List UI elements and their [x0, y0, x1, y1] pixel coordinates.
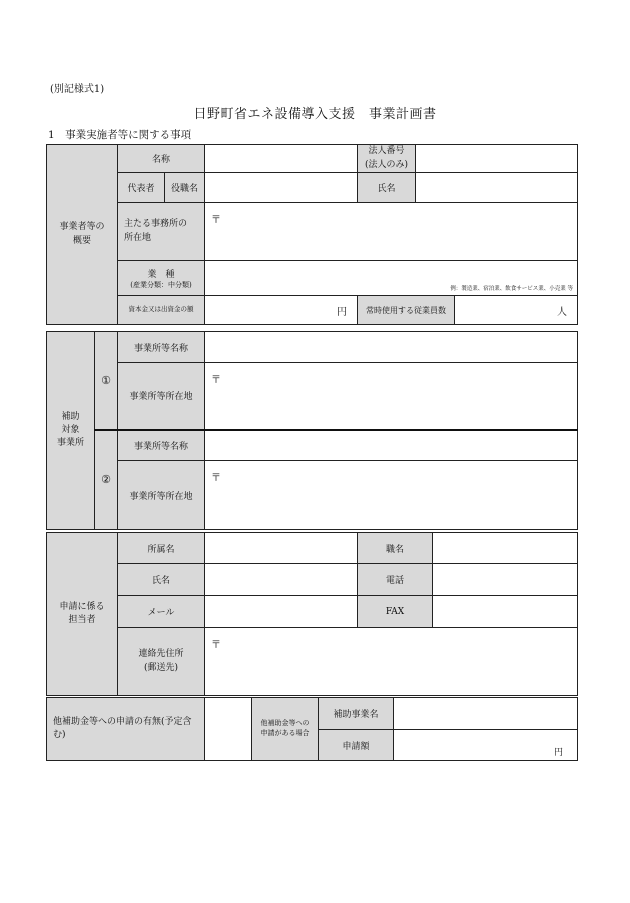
site-2-address-field[interactable] — [205, 461, 578, 530]
site-2-name-field[interactable] — [205, 430, 578, 461]
capital-field[interactable] — [205, 296, 358, 325]
site-2-name-label: 事業所等名称 — [118, 430, 205, 461]
employees-unit: 人 — [557, 306, 568, 318]
job-title-field[interactable] — [433, 533, 578, 564]
department-field[interactable] — [205, 533, 358, 564]
person-name-field[interactable] — [416, 173, 578, 203]
employees-field[interactable] — [455, 296, 578, 325]
site-1-index: ① — [95, 332, 118, 430]
subsidy-sites-table — [46, 331, 578, 530]
person-name-label: 氏名 — [358, 173, 416, 203]
other-subsidy-condition-label: 他補助金等への 申請がある場合 — [252, 698, 319, 761]
postal-mark: 〒 — [211, 640, 221, 651]
mailing-address-label: 連絡先住所 (郵送先) — [118, 628, 205, 696]
amount-unit: 円 — [553, 748, 563, 758]
email-field[interactable] — [205, 596, 358, 628]
corporate-number-label: 法人番号 (法人のみ) — [358, 145, 416, 173]
section-heading: 1 事業実施者等に関する事項 — [48, 129, 192, 141]
fax-label: FAX — [358, 596, 433, 628]
position-label: 役職名 — [165, 173, 205, 203]
industry-label: 業 種 — [147, 269, 175, 280]
site-1-address-field[interactable] — [205, 363, 578, 430]
contact-name-field[interactable] — [205, 564, 358, 596]
contact-person-group-label: 申請に係る 担当者 — [47, 533, 118, 696]
name-label: 名称 — [118, 145, 205, 173]
industry-sub-label: (産業分類：中分類) — [130, 280, 192, 289]
postal-mark: 〒 — [211, 375, 221, 386]
corporate-number-field[interactable] — [416, 145, 578, 173]
job-title-label: 職名 — [358, 533, 433, 564]
capital-unit: 円 — [337, 306, 348, 318]
capital-label: 資本金又は出資金の額 — [118, 296, 205, 325]
contact-person-table — [46, 532, 578, 696]
position-field[interactable] — [205, 173, 358, 203]
other-subsidies-table — [46, 697, 578, 761]
site-1-address-label: 事業所等所在地 — [118, 363, 205, 430]
business-overview-group-label: 事業者等の 概要 — [47, 145, 118, 325]
industry-label-cell — [118, 261, 205, 296]
office-address-label: 主たる事務所の 所在地 — [118, 203, 205, 261]
industry-example: 例：製造業、宿泊業、飲食サービス業、小売業 等 — [450, 286, 574, 292]
fax-field[interactable] — [433, 596, 578, 628]
business-overview-table — [46, 144, 578, 325]
phone-label: 電話 — [358, 564, 433, 596]
form-label: (別記様式1) — [50, 84, 105, 95]
department-label: 所属名 — [118, 533, 205, 564]
mailing-address-field[interactable] — [205, 628, 578, 696]
site-2-address-label: 事業所等所在地 — [118, 461, 205, 530]
representative-label: 代表者 — [118, 173, 165, 203]
site-1-name-field[interactable] — [205, 332, 578, 363]
site-1-name-label: 事業所等名称 — [118, 332, 205, 363]
subsidy-sites-group-label: 補助 対象 事業所 — [47, 332, 95, 530]
subsidy-name-field[interactable] — [394, 698, 578, 730]
employees-label: 常時使用する従業員数 — [358, 296, 455, 325]
amount-label: 申請額 — [319, 730, 394, 761]
contact-name-label: 氏名 — [118, 564, 205, 596]
document-title: 日野町省エネ設備導入支援 事業計画書 — [193, 107, 437, 122]
subsidy-name-label: 補助事業名 — [319, 698, 394, 730]
postal-mark: 〒 — [211, 215, 222, 226]
other-subsidy-question-label: 他補助金等への申請の有無(予定含む) — [47, 698, 205, 761]
amount-field[interactable] — [394, 730, 578, 761]
industry-field[interactable] — [205, 261, 578, 296]
email-label: メール — [118, 596, 205, 628]
other-subsidy-answer-field[interactable] — [205, 698, 252, 761]
postal-mark: 〒 — [211, 473, 221, 484]
office-address-field[interactable] — [205, 203, 578, 261]
site-2-index: ② — [95, 430, 118, 530]
phone-field[interactable] — [433, 564, 578, 596]
name-field[interactable] — [205, 145, 358, 173]
